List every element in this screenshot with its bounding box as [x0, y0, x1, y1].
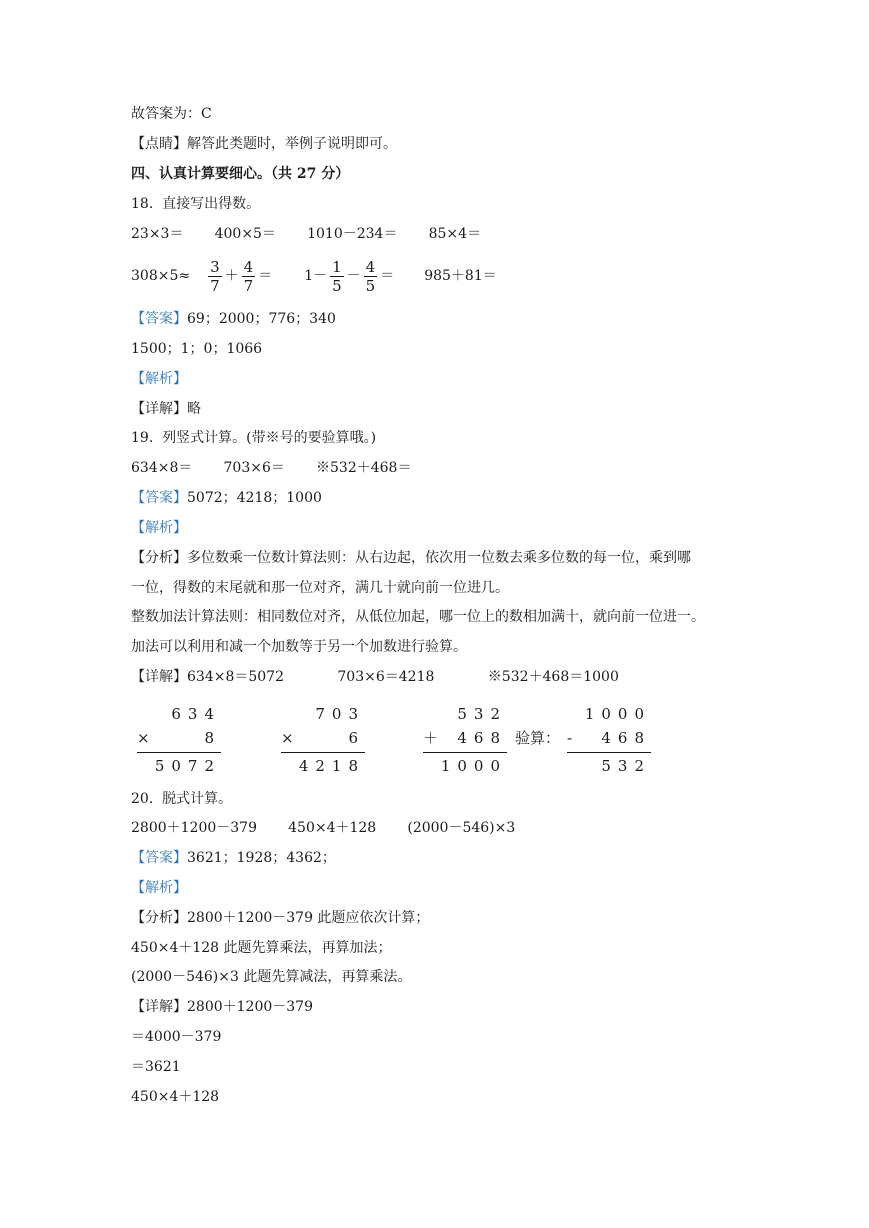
q19-title: 19. 列竖式计算。(带※号的要验算哦。): [131, 430, 377, 446]
detail-text: 634×8＝5072 703×6＝4218 ※532＋468＝1000: [187, 669, 619, 685]
vc-bottom: 468: [457, 729, 507, 747]
q18-row2: [131, 256, 497, 296]
detail-tag: 【详解】: [131, 401, 187, 417]
equals-sign: ＝: [380, 268, 395, 284]
q20-detail-2: ＝4000－379: [131, 1029, 222, 1045]
q20-detail: [131, 997, 313, 1017]
vc-rule: [423, 752, 507, 753]
comment-tag: 【点睛】: [131, 136, 187, 152]
q19-row: 634×8＝ 703×6＝ ※532＋468＝: [131, 460, 412, 476]
q18-row2-item-d: 985＋81＝: [424, 268, 497, 284]
q18-analysis-tag: 【解析】: [131, 371, 187, 387]
vc-bottom: 468: [601, 729, 651, 747]
detail-text: 略: [187, 401, 201, 417]
plus-sign: ＋: [224, 268, 239, 284]
q20-row: 2800＋1200－379 450×4＋128 (2000－546)×3: [131, 820, 516, 836]
q20-answer: [131, 848, 336, 868]
q20-analysis-3: (2000－546)×3 此题先算减法，再算乘法。: [131, 969, 412, 985]
frac-den: 5: [332, 276, 342, 295]
frac-den: 7: [210, 276, 220, 295]
q19-analysis-tag: 【解析】: [131, 520, 187, 536]
analysis-tag: 【分析】: [131, 910, 187, 926]
answer-tag: 【答案】: [131, 490, 187, 506]
vc-rule: [137, 752, 221, 753]
analysis-text: 2800＋1200－379 此题应依次计算；: [187, 910, 430, 926]
detail-tag: 【详解】: [131, 999, 187, 1015]
detail-text: 2800＋1200－379: [187, 999, 313, 1015]
vc-top: 703: [315, 705, 365, 723]
vertical-calc-1: [137, 704, 221, 776]
one-minus: 1－: [304, 268, 328, 284]
analysis-tag: 【分析】: [131, 550, 187, 566]
vertical-calc-3: [423, 704, 507, 776]
vc-result: 5072: [154, 757, 221, 775]
q20-detail-3: ＝3621: [131, 1059, 181, 1075]
q19-analysis-3: 整数加法计算法则：相同数位对齐，从低位加起，哪一位上的数相加满十，就向前一位进一。: [131, 609, 705, 625]
vc-top: 1000: [584, 705, 651, 723]
answer-text: 5072；4218；1000: [187, 490, 322, 506]
vc-operator: -: [567, 729, 573, 747]
q20-analysis-1: [131, 908, 429, 928]
answer-text: 3621；1928；4362；: [187, 850, 336, 866]
frac-num: 4: [365, 257, 376, 276]
q18-detail: [131, 399, 201, 419]
vc-result: 532: [601, 757, 651, 775]
vc-result: 4218: [298, 757, 365, 775]
q20-analysis-2: 450×4＋128 此题先算乘法，再算加法；: [131, 940, 392, 956]
q18-row1: 23×3＝ 400×5＝ 1010－234＝ 85×4＝: [131, 226, 482, 242]
q18-answer: [131, 309, 336, 329]
check-label: 验算：: [515, 729, 561, 747]
vc-result: 1000: [440, 757, 507, 775]
answer-text: 69；2000；776；340: [187, 311, 336, 327]
vc-operator: ×: [137, 729, 150, 747]
detail-tag: 【详解】: [131, 669, 187, 685]
vertical-calc-2: [281, 704, 365, 776]
fraction-1-5: [330, 258, 344, 295]
q20-title: 20. 脱式计算。: [131, 791, 233, 807]
q18-row2-item-a: 308×5≈: [131, 268, 191, 284]
vc-operator: ＋: [423, 729, 439, 747]
frac-den: 7: [243, 276, 254, 295]
q19-analysis-1: [131, 548, 691, 568]
frac-den: 5: [365, 276, 376, 295]
answer-line: 故答案为：C: [131, 106, 212, 122]
answer-tag: 【答案】: [131, 850, 187, 866]
q18-title: 18. 直接写出得数。: [131, 196, 261, 212]
comment-line: [131, 134, 397, 154]
vc-top: 532: [457, 705, 507, 723]
answer-tag: 【答案】: [131, 311, 187, 327]
q18-answer-line2: 1500；1；0；1066: [131, 341, 263, 357]
vc-bottom: 8: [204, 729, 221, 747]
vc-rule: [281, 752, 365, 753]
minus-sign: －: [346, 268, 361, 284]
analysis-text: 多位数乘一位数计算法则：从右边起，依次用一位数去乘多位数的每一位，乘到哪: [187, 550, 691, 566]
vc-top: 634: [171, 705, 221, 723]
vc-bottom: 6: [348, 729, 365, 747]
q20-analysis-tag: 【解析】: [131, 880, 187, 896]
q19-answer: [131, 488, 322, 508]
q19-detail: [131, 667, 619, 687]
frac-num: 3: [210, 257, 220, 276]
vertical-calc-check: [567, 704, 651, 776]
q19-analysis-4: 加法可以利用和减一个加数等于另一个加数进行验算。: [131, 639, 467, 655]
fraction-3-7: [208, 258, 222, 295]
equals-sign: ＝: [258, 268, 273, 284]
vc-operator: ×: [281, 729, 294, 747]
fraction-4-5: [364, 258, 378, 295]
frac-num: 1: [332, 257, 342, 276]
q19-analysis-2: 一位，得数的末尾就和那一位对齐，满几十就向前一位进几。: [131, 580, 509, 596]
comment-text: 解答此类题时，举例子说明即可。: [187, 136, 397, 152]
section-title: 四、认真计算要细心。（共 27 分）: [131, 166, 350, 182]
vc-rule: [567, 752, 651, 753]
q20-detail-4: 450×4＋128: [131, 1089, 220, 1105]
frac-num: 4: [243, 257, 254, 276]
fraction-4-7: [242, 258, 256, 295]
